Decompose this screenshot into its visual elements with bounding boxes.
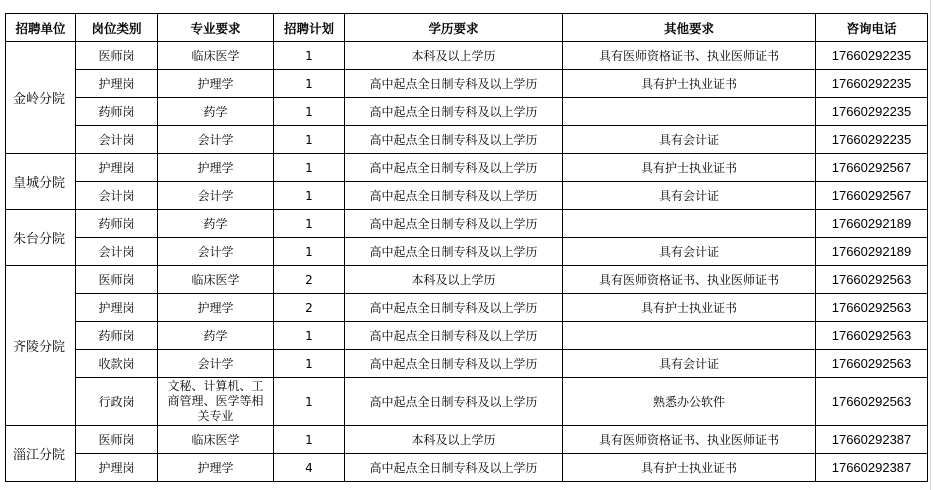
other-requirement-cell: 具有护士执业证书 [563,454,816,482]
post-cell: 会计岗 [76,238,158,266]
other-requirement-cell: 具有护士执业证书 [563,70,816,98]
post-cell: 行政岗 [76,378,158,426]
plan-cell: 1 [274,182,345,210]
major-cell: 药学 [158,322,274,350]
table-row [6,350,928,378]
education-cell: 高中起点全日制专科及以上学历 [345,350,563,378]
education-cell: 高中起点全日制专科及以上学历 [345,98,563,126]
phone-cell: 17660292235 [816,42,928,70]
plan-cell: 1 [274,426,345,454]
phone-cell: 17660292567 [816,182,928,210]
phone-cell: 17660292387 [816,426,928,454]
plan-cell: 1 [274,154,345,182]
other-requirement-cell: 具有会计证 [563,350,816,378]
phone-cell: 17660292563 [816,266,928,294]
header-row [6,14,928,42]
major-cell: 临床医学 [158,426,274,454]
education-cell: 高中起点全日制专科及以上学历 [345,126,563,154]
post-cell: 医师岗 [76,426,158,454]
post-cell: 收款岗 [76,350,158,378]
other-requirement-cell: 具有会计证 [563,238,816,266]
plan-cell: 1 [274,322,345,350]
unit-cell: 朱台分院 [6,210,76,266]
education-cell: 高中起点全日制专科及以上学历 [345,294,563,322]
plan-cell: 1 [274,350,345,378]
table-row [6,294,928,322]
table-row [6,154,928,182]
education-cell: 高中起点全日制专科及以上学历 [345,210,563,238]
plan-cell: 1 [274,42,345,70]
recruitment-table [5,13,928,482]
plan-cell: 1 [274,98,345,126]
major-cell: 药学 [158,98,274,126]
major-cell: 护理学 [158,454,274,482]
table-row [6,210,928,238]
education-cell: 本科及以上学历 [345,266,563,294]
post-cell: 医师岗 [76,42,158,70]
major-cell: 药学 [158,210,274,238]
other-requirement-cell: 具有会计证 [563,182,816,210]
education-cell: 高中起点全日制专科及以上学历 [345,378,563,426]
education-cell: 高中起点全日制专科及以上学历 [345,322,563,350]
table-row [6,98,928,126]
major-cell: 会计学 [158,238,274,266]
other-requirement-cell [563,210,816,238]
major-cell: 护理学 [158,154,274,182]
post-cell: 护理岗 [76,154,158,182]
phone-cell: 17660292563 [816,350,928,378]
unit-cell: 金岭分院 [6,42,76,154]
other-requirement-cell: 具有医师资格证书、执业医师证书 [563,426,816,454]
major-cell: 会计学 [158,350,274,378]
major-cell: 临床医学 [158,42,274,70]
other-requirement-cell [563,98,816,126]
post-cell: 护理岗 [76,294,158,322]
other-requirement-cell: 具有医师资格证书、执业医师证书 [563,266,816,294]
major-cell: 护理学 [158,70,274,98]
phone-cell: 17660292235 [816,126,928,154]
plan-cell: 1 [274,378,345,426]
header-other: 其他要求 [563,14,816,42]
phone-cell: 17660292387 [816,454,928,482]
phone-cell: 17660292567 [816,154,928,182]
education-cell: 高中起点全日制专科及以上学历 [345,70,563,98]
table-row [6,322,928,350]
other-requirement-cell: 具有会计证 [563,126,816,154]
plan-cell: 1 [274,126,345,154]
education-cell: 本科及以上学历 [345,42,563,70]
header-post: 岗位类别 [76,14,158,42]
table-row [6,378,928,426]
phone-cell: 17660292235 [816,70,928,98]
phone-cell: 17660292235 [816,98,928,126]
plan-cell: 2 [274,294,345,322]
table-row [6,238,928,266]
post-cell: 护理岗 [76,70,158,98]
header-unit: 招聘单位 [6,14,76,42]
post-cell: 药师岗 [76,98,158,126]
post-cell: 护理岗 [76,454,158,482]
table-row [6,266,928,294]
header-major: 专业要求 [158,14,274,42]
sheet-gridline [930,0,931,490]
phone-cell: 17660292563 [816,294,928,322]
plan-cell: 1 [274,238,345,266]
header-plan: 招聘计划 [274,14,345,42]
education-cell: 高中起点全日制专科及以上学历 [345,182,563,210]
table-row [6,126,928,154]
table-row [6,426,928,454]
post-cell: 药师岗 [76,210,158,238]
phone-cell: 17660292189 [816,210,928,238]
table-body [6,42,928,482]
other-requirement-cell [563,322,816,350]
education-cell: 高中起点全日制专科及以上学历 [345,454,563,482]
major-cell: 文秘、计算机、工商管理、医学等相关专业 [158,378,274,426]
table-row [6,454,928,482]
table-row [6,70,928,98]
other-requirement-cell: 具有护士执业证书 [563,154,816,182]
education-cell: 本科及以上学历 [345,426,563,454]
header-education: 学历要求 [345,14,563,42]
education-cell: 高中起点全日制专科及以上学历 [345,154,563,182]
post-cell: 会计岗 [76,126,158,154]
major-cell: 护理学 [158,294,274,322]
other-requirement-cell: 具有医师资格证书、执业医师证书 [563,42,816,70]
post-cell: 医师岗 [76,266,158,294]
plan-cell: 1 [274,210,345,238]
other-requirement-cell: 具有护士执业证书 [563,294,816,322]
table-row [6,42,928,70]
header-phone: 咨询电话 [816,14,928,42]
table-row [6,182,928,210]
major-cell: 会计学 [158,182,274,210]
phone-cell: 17660292189 [816,238,928,266]
plan-cell: 2 [274,266,345,294]
other-requirement-cell: 熟悉办公软件 [563,378,816,426]
unit-cell: 淄江分院 [6,426,76,482]
phone-cell: 17660292563 [816,378,928,426]
post-cell: 会计岗 [76,182,158,210]
phone-cell: 17660292563 [816,322,928,350]
plan-cell: 4 [274,454,345,482]
unit-cell: 皇城分院 [6,154,76,210]
plan-cell: 1 [274,70,345,98]
education-cell: 高中起点全日制专科及以上学历 [345,238,563,266]
major-cell: 会计学 [158,126,274,154]
unit-cell: 齐陵分院 [6,266,76,426]
major-cell: 临床医学 [158,266,274,294]
post-cell: 药师岗 [76,322,158,350]
